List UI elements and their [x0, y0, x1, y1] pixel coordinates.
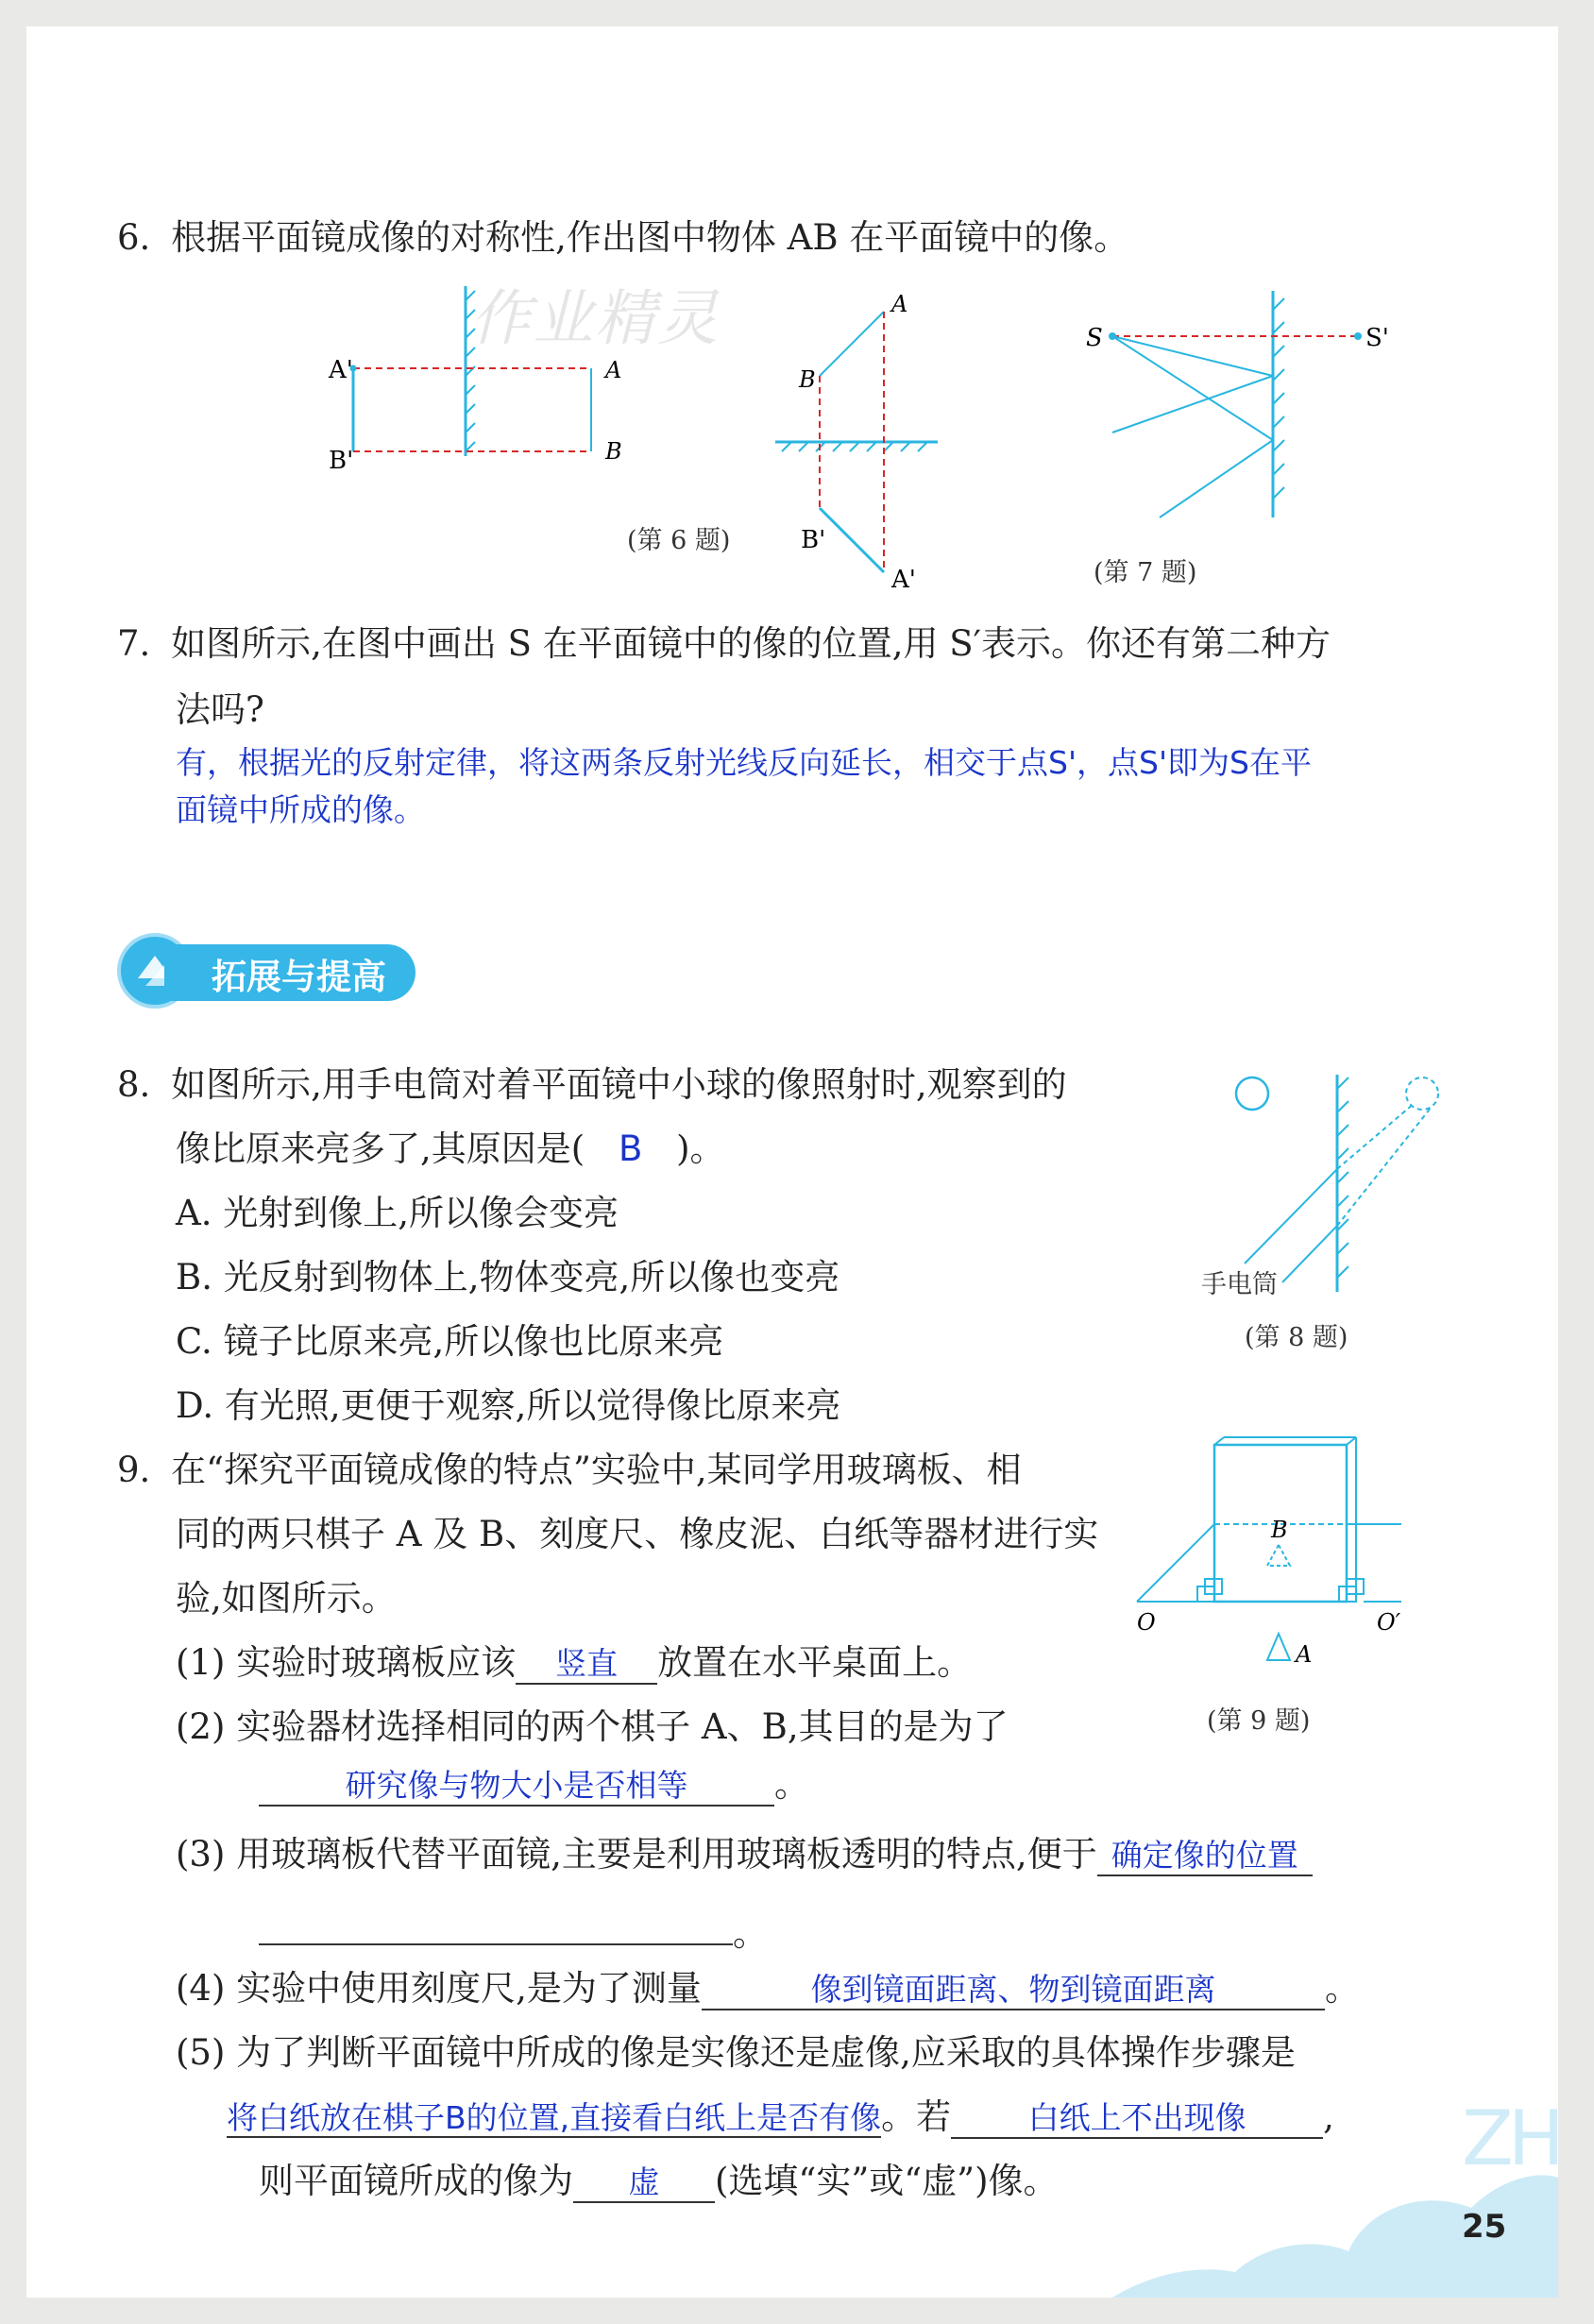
q6-label-A-prime: A'	[329, 356, 353, 384]
q9-piece-B	[1267, 1545, 1290, 1566]
q9-part3-answer: 确定像的位置	[1097, 1833, 1313, 1876]
q8-number: 8.	[117, 1064, 151, 1105]
q9-part2: (2) 实验器材选择相同的两个棋子 A、B,其目的是为了	[176, 1706, 1009, 1747]
q6-text	[117, 215, 1128, 261]
q9-part2-answer-line	[259, 1762, 809, 1807]
q9-part1-suffix: 放置在水平桌面上。	[657, 1642, 973, 1683]
page-number: 25	[1462, 2208, 1507, 2246]
corner-mark: ZH	[1462, 2095, 1559, 2182]
q9-part5-line3-prefix: 则平面镜所成的像为	[259, 2161, 573, 2201]
q7-text-line2: 法吗?	[176, 689, 264, 730]
q9-number: 9.	[117, 1450, 151, 1490]
q8-ball	[1236, 1077, 1268, 1110]
q9-part5-comma: ,	[1323, 2096, 1334, 2137]
q9-part4-prefix: (4) 实验中使用刻度尺,是为了测量	[176, 1968, 702, 2009]
q9-stem-1: 在“探究平面镜成像的特点”实验中,某同学用玻璃板、相	[171, 1450, 1022, 1490]
q6-stem: 根据平面镜成像的对称性,作出图中物体 AB 在平面镜中的像。	[171, 217, 1129, 258]
q8-caption: (第 8 题)	[1245, 1323, 1348, 1352]
q9-label-A: A	[1296, 1641, 1313, 1668]
q8-stem-1: 如图所示,用手电筒对着平面镜中小球的像照射时,观察到的	[171, 1064, 1067, 1105]
q9-part3-continuation	[259, 1902, 768, 1957]
q9-part5-answer2: 白纸上不出现像	[951, 2095, 1323, 2139]
q8-option-c: C. 镜子比原来亮,所以像也比原来亮	[176, 1321, 724, 1362]
q9-part2-end: 。	[774, 1764, 809, 1805]
q7-label-S: S	[1086, 324, 1103, 352]
q9-text-line3: 验,如图所示。	[176, 1578, 397, 1619]
q6-object-AB-2	[820, 312, 884, 376]
q8-stem-2-prefix: 像比原来亮多了,其原因是(	[176, 1128, 585, 1169]
q9-part5-mid: 。若	[881, 2096, 952, 2137]
q6-label-B-2: B	[799, 366, 816, 393]
q9-part5-line2	[227, 2095, 1334, 2141]
q8-option-d: D. 有光照,更便于观察,所以觉得像比原来亮	[176, 1385, 841, 1426]
q9-label-O-prime: O′	[1377, 1609, 1401, 1636]
q8-stem-2-suffix: )。	[676, 1128, 725, 1169]
q9-part3-end: 。	[733, 1913, 768, 1954]
q9-part4-answer: 像到镜面距离、物到镜面距离	[702, 1967, 1325, 2010]
q9-label-O: O	[1137, 1609, 1156, 1636]
q9-part4	[176, 1966, 1360, 2011]
q6-label-A: A	[605, 357, 622, 383]
q9-part4-end: 。	[1324, 1968, 1360, 2009]
q9-part5-answer3: 虚	[573, 2160, 715, 2203]
q6-label-B-prime-2: B'	[801, 526, 826, 554]
q7-number: 7.	[117, 623, 151, 664]
q9-part1-answer: 竖直	[516, 1641, 657, 1685]
q6-number: 6.	[117, 217, 151, 258]
q9-part5-answer1: 将白纸放在棋子B的位置,直接看白纸上是否有像	[227, 2099, 882, 2136]
q7-answer-line1: 有，根据光的反射定律，将这两条反射光线反向延长，相交于点S'，点S'即为S在平	[176, 744, 1312, 781]
q9-part2-answer: 研究像与物大小是否相等	[259, 1763, 774, 1807]
q7-figure	[1075, 281, 1389, 527]
q9-part1	[176, 1640, 972, 1686]
q9-part3-text: (3) 用玻璃板代替平面镜,主要是利用玻璃板透明的特点,便于	[176, 1834, 1097, 1874]
q9-label-B: B	[1271, 1517, 1288, 1543]
q9-part5-line3	[259, 2159, 1059, 2204]
q9-part5-line3-suffix: (选填“实”或“虚”)像。	[715, 2161, 1059, 2201]
watermark: 作业精灵	[470, 284, 720, 354]
q8-figure-label: 手电筒	[1201, 1270, 1278, 1299]
section-header	[117, 933, 429, 1010]
q7-answer-line2: 面镜中所成的像。	[176, 791, 425, 828]
q9-piece-A	[1267, 1634, 1290, 1660]
q9-text-line1	[117, 1448, 1022, 1493]
q6-label-B: B	[605, 438, 622, 465]
q8-figure	[1216, 1037, 1462, 1301]
page	[26, 26, 1558, 2298]
section-title: 拓展与提高	[212, 957, 386, 997]
q9-text-line2: 同的两只棋子 A 及 B、刻度尺、橡皮泥、白纸等器材进行实	[176, 1514, 1099, 1554]
q9-part3	[176, 1832, 1313, 1877]
q9-figure	[1137, 1424, 1420, 1688]
q6-label-A-2: A	[891, 291, 908, 317]
q9-part3-blank	[259, 1902, 733, 1945]
q7-stem-1: 如图所示,在图中画出 S 在平面镜中的像的位置,用 S′表示。你还有第二种方	[171, 623, 1331, 664]
q9-caption: (第 9 题)	[1207, 1706, 1311, 1736]
q8-option-b: B. 光反射到物体上,物体变亮,所以像也变亮	[176, 1257, 840, 1298]
q8-text-line2	[176, 1127, 725, 1172]
q7-caption: (第 7 题)	[1094, 558, 1197, 587]
q7-label-S-prime: S'	[1365, 324, 1389, 352]
q8-answer: B	[618, 1128, 643, 1169]
q8-text-line1	[117, 1062, 1067, 1108]
q9-part5: (5) 为了判断平面镜中所成的像是实像还是虚像,应采取的具体操作步骤是	[176, 2032, 1296, 2073]
q8-option-a: A. 光射到像上,所以像会变亮	[176, 1193, 619, 1233]
q6-image-AB-2	[820, 508, 884, 572]
q6-label-B-prime: B'	[329, 447, 354, 475]
q9-part1-prefix: (1) 实验时玻璃板应该	[176, 1642, 517, 1683]
q6-caption: (第 6 题)	[627, 526, 731, 555]
q6-label-A-prime-2: A'	[891, 566, 916, 594]
q7-text-line1	[117, 621, 1331, 667]
